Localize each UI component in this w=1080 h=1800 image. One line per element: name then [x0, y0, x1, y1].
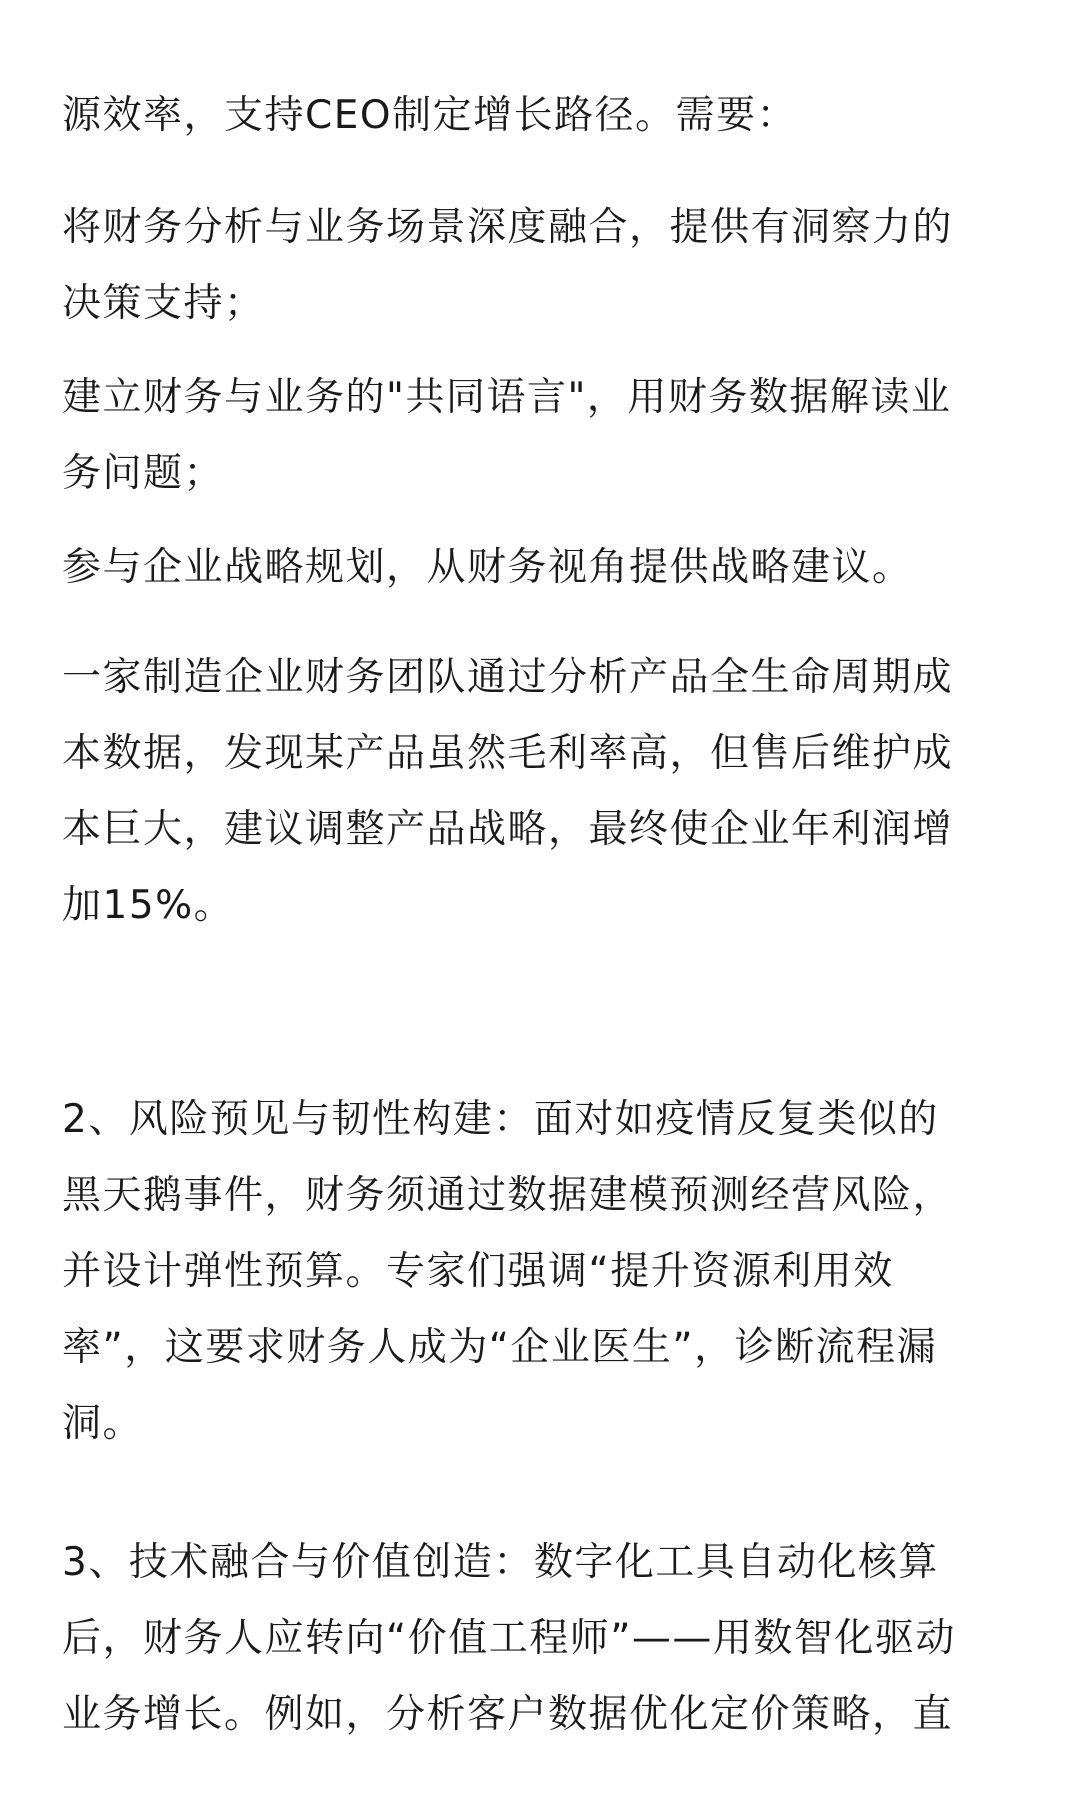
text-line: 参与企业战略规划，从财务视角提供战略建议。	[62, 545, 913, 590]
paragraph	[62, 78, 797, 154]
text-line: 加15%。	[62, 883, 235, 928]
paragraph	[62, 1525, 956, 1753]
text-line: 一家制造企业财务团队通过分析产品全生命周期成	[62, 655, 954, 700]
text-line: 2、风险预见与韧性构建：面对如疫情反复类似的	[62, 1097, 939, 1142]
paragraph	[62, 1082, 953, 1462]
text-line: 3、技术融合与价值创造：数字化工具自动化核算	[62, 1540, 939, 1585]
text-line: 将财务分析与业务场景深度融合，提供有洞察力的	[62, 205, 954, 250]
paragraph	[62, 640, 953, 944]
text-line: 业务增长。例如，分析客户数据优化定价策略，直	[62, 1692, 954, 1737]
paragraph	[62, 360, 951, 512]
paragraph	[62, 190, 953, 342]
paragraph	[62, 530, 913, 606]
text-line: 建立财务与业务的"共同语言"，用财务数据解读业	[62, 375, 952, 420]
text-line: 务问题；	[62, 451, 225, 496]
article-body	[62, 0, 1026, 1800]
text-line: 并设计弹性预算。专家们强调“提升资源利用效	[62, 1249, 894, 1294]
text-line: 本巨大，建议调整产品战略，最终使企业年利润增	[62, 807, 954, 852]
text-line: 本数据，发现某产品虽然毛利率高，但售后维护成	[62, 731, 954, 776]
text-line: 洞。	[62, 1401, 144, 1446]
text-line: 后，财务人应转向“价值工程师”——用数智化驱动	[62, 1616, 956, 1661]
text-line: 率”，这要求财务人成为“企业医生”，诊断流程漏	[62, 1325, 938, 1370]
text-line: 源效率，支持CEO制定增长路径。需要：	[62, 93, 798, 138]
text-line: 黑天鹅事件，财务须通过数据建模预测经营风险，	[62, 1173, 954, 1218]
text-line: 决策支持；	[62, 281, 265, 326]
